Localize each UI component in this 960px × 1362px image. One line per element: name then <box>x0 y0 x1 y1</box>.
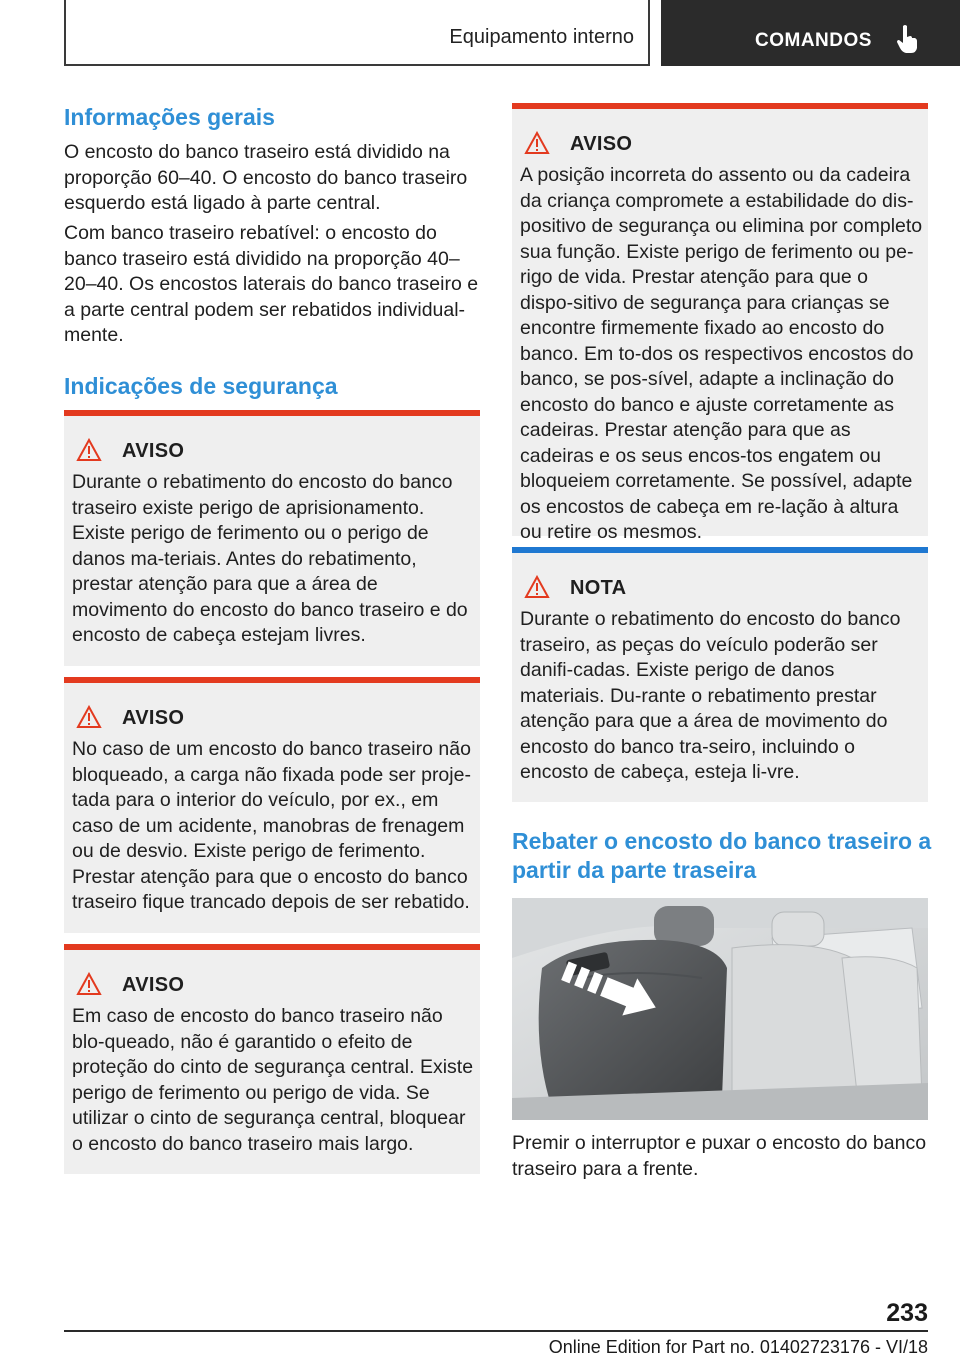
warning-title: AVISO <box>122 707 185 729</box>
warning-box-2 <box>64 677 480 933</box>
note-title: NOTA <box>570 577 627 599</box>
warning-title: AVISO <box>122 974 185 996</box>
warning-triangle-icon <box>76 438 102 462</box>
warning-triangle-icon <box>76 972 102 996</box>
heading-fold-rear: Rebater o encosto do banco traseiro a partir da parte traseira <box>512 828 932 883</box>
rear-seat-illustration-svg <box>512 898 928 1120</box>
header-chapter-title: COMANDOS <box>755 30 872 51</box>
hand-pointer-icon <box>896 24 918 54</box>
paragraph-general-1: O encosto do banco traseiro está dividido na proporção 60–40. O encosto do banco traseiro esquerdo está ligado à parte central. <box>64 141 468 214</box>
rear-seat-illustration <box>512 898 928 1120</box>
warning-triangle-icon <box>76 705 102 729</box>
heading-general-info: Informações gerais <box>64 104 275 130</box>
warning-triangle-icon <box>524 131 550 155</box>
note-box <box>512 547 928 802</box>
warning-title: AVISO <box>122 440 185 462</box>
warning-box-4 <box>512 103 928 543</box>
warning-text: A posição incorreta do assento ou da cadeira da criança compromete a estabilidade do dis-positivo de segurança ou elimina por completo sua função. Existe perigo de ferimento ou pe-rigo de vida. Prestar atenção para que o dispo-sitivo de segurança para crianças se encontre firmemente fixado ao encosto do banco. Em to-dos os respectivos encostos do banco, se pos-sível, adapte a inclinação do encosto do banco e ajuste corretamente as cadeiras. Prestar atenção para que as cadeiras e os seus encos-tos engatem ou bloqueiem corretamente. Se possível, adapte os encostos de cabeça em re-lação à altura ou retire os mesmos. <box>520 164 923 543</box>
warning-text: No caso de um encosto do banco traseiro não bloqueado, a carga não fixada pode ser proje-tada para o interior do veículo, por ex., em caso de um acidente, manobras de frenagem ou de desvio. Existe perigo de ferimento. Prestar atenção para que o encosto do banco traseiro fique trancado depois de ser rebatido. <box>72 738 471 913</box>
header-section-box <box>64 0 650 66</box>
header-chapter-tab <box>661 0 960 66</box>
warning-title: AVISO <box>570 133 633 155</box>
warning-triangle-icon <box>524 575 550 599</box>
page-number: 233 <box>886 1299 928 1327</box>
heading-safety: Indicações de segurança <box>64 373 338 399</box>
warning-box-1 <box>64 410 480 666</box>
warning-text: Em caso de encosto do banco traseiro não blo-queado, não é garantido o efeito de proteção do cinto de segurança central. Existe perigo de ferimento ou perigo de vida. Se utilizar o cinto de segurança central, bloquear o encosto do banco traseiro mais largo. <box>72 1005 474 1155</box>
note-text: Durante o rebatimento do encosto do banco traseiro, as peças do veículo poderão ser danifi-cadas. Existe perigo de danos materiais. Du-rante o rebatimento prestar atenção para que a área de movimento do encosto do banco tra-seiro, incluindo o encosto de cabeça, esteja li-vre. <box>520 608 901 783</box>
warning-text: Durante o rebatimento do encosto do banco traseiro existe perigo de aprisionamento. Existe perigo de ferimento ou o perigo de danos ma-teriais. Antes do rebatimento, prestar atenção para que a área de movimento do encosto do banco traseiro e do encosto de cabeça estejam livres. <box>72 471 468 646</box>
header-section-title: Equipamento interno <box>449 26 634 48</box>
footer-divider <box>64 1330 928 1332</box>
warning-box-3 <box>64 944 480 1174</box>
footer-edition: Online Edition for Part no. 01402723176 - VI/18 <box>548 1337 928 1357</box>
paragraph-general-2: Com banco traseiro rebatível: o encosto do banco traseiro está dividido na proporção 40–20–40. Os encostos laterais do banco traseiro e a parte central podem ser rebatidos individual-mente. <box>64 222 479 346</box>
figure-caption: Premir o interruptor e puxar o encosto do banco traseiro para a frente. <box>512 1132 927 1180</box>
